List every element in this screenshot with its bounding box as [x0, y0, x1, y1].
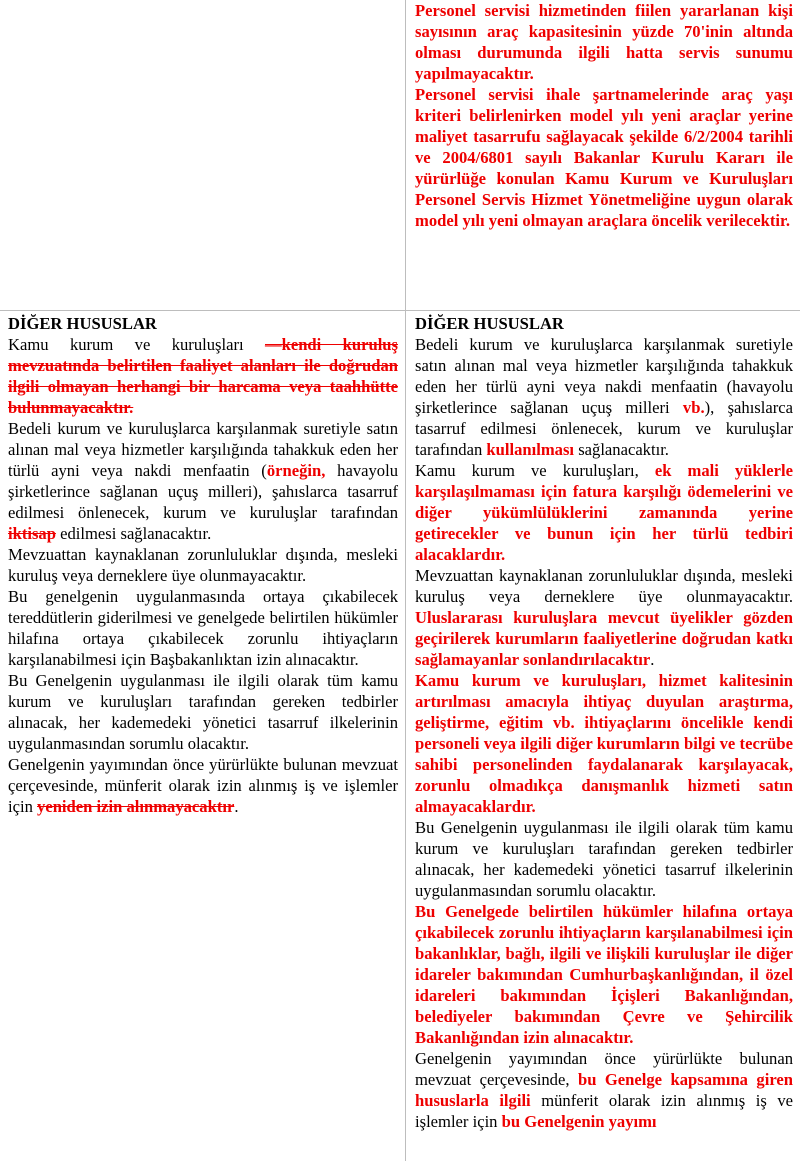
new-paragraph-7: Genelgenin yayımından önce yürürlükte bulunan mevzuat çerçevesinde, bu Genelge kapsamına giren hususlarla ilgili münferit olarak izin alınmış iş ve işlemler için bu Genelgenin yayımı: [415, 1049, 793, 1131]
highlighted-text: ek mali yüklerle karşılaşılmaması için fatura karşılığı ödemelerini ve diğer yükümlülüklerini zamanında yerine getirecekler ve bunun için her türlü tedbiri alacaklardır.: [415, 461, 793, 564]
deleted-text: iktisap: [8, 524, 56, 543]
new-paragraph-3: Mevzuattan kaynaklanan zorunluluklar dışında, mesleki kuruluş veya derneklere üye olunmayacaktır. Uluslararası kuruluşlara mevcut üyelikler gözden geçirilerek kurumların faaliyetlerine doğrudan katkı sağlamayanlar sonlandırılacaktır.: [415, 566, 793, 669]
new-paragraph-5: Bu Genelgenin uygulanması ile ilgili olarak tüm kamu kurum ve kuruluşları tarafından gereken tedbirler alınacak, her kademedeki yönetici tasarruf ilkelerinin uygulanmasından sorumlu olacaktır.: [415, 818, 793, 900]
vehicle-age-paragraph: Personel servisi ihale şartnamelerinde araç yaşı kriteri belirlenirken model yılı yeni araçlar yerine maliyet tasarrufu sağlayacak şekilde 6/2/2004 tarihli ve 2004/6801 sayılı Bakanlar Kurulu Kararı ile yürürlüğe konulan Kamu Kurum ve Kuruluşları Personel Servis Hizmet Yönetmeliğine uygun olarak model yılı yeni olmayan araçlara öncelik verilecektir.: [415, 85, 793, 230]
highlighted-text: kullanılması: [486, 440, 575, 459]
new-text-column: [415, 313, 793, 1132]
old-text-column: [8, 313, 398, 817]
old-paragraph-1: Kamu kurum ve kuruluşları —kendi kuruluş mevzuatında belirtilen faaliyet alanları ile doğrudan ilgili olmayan herhangi bir harcama veya taahhütte bulunmayacaktır.: [8, 335, 398, 417]
row-divider: [0, 310, 800, 311]
new-paragraph-2: Kamu kurum ve kuruluşları, ek mali yüklerle karşılaşılmaması için fatura karşılığı ödemelerini ve diğer yükümlülüklerini zamanında yerine getirecekler ve bunun için her türlü tedbiri alacaklardır.: [415, 461, 793, 564]
new-paragraph-6: Bu Genelgede belirtilen hükümler hilafına ortaya çıkabilecek zorunlu ihtiyaçların karşılanabilmesi için bakanlıklar, bağlı, ilgili ve ilişkili kuruluşlar ile diğer idareler bakımından Cumhurbaşkanlığından, il özel idareleri bakımından İçişleri Bakanlığından, belediyeler bakımından Çevre ve Şehircilik Bakanlığından izin alınacaktır.: [415, 902, 793, 1047]
deleted-text: —kendi kuruluş mevzuatında belirtilen faaliyet alanları ile doğrudan ilgili olmayan herhangi bir harcama veya taahhütte bulunmayacaktır.: [8, 335, 398, 417]
old-paragraph-5: Bu Genelgenin uygulanması ile ilgili olarak tüm kamu kurum ve kuruluşları tarafından gereken tedbirler alınacak, her kademedeki yönetici tasarruf ilkelerinin uygulanmasından sorumlu olacaktır.: [8, 671, 398, 753]
old-paragraph-6: Genelgenin yayımından önce yürürlükte bulunan mevzuat çerçevesinde, münferit olarak izin alınmış iş ve işlemler için yeniden izin alınmayacaktır.: [8, 755, 398, 816]
old-paragraph-2: Bedeli kurum ve kuruluşlarca karşılanmak suretiyle satın alınan mal veya hizmetler karşılığında tahakkuk eden her türlü ayni veya nakdi menfaatin (örneğin, havayolu şirketlerince sağlanan uçuş milleri), şahıslarca tasarruf edilmesi önlenecek, kurum ve kuruluşlar tarafından iktisap edilmesi sağlanacaktır.: [8, 419, 398, 543]
new-paragraph-1: Bedeli kurum ve kuruluşlarca karşılanmak suretiyle satın alınan mal veya hizmetler karşılığında tahakkuk eden her türlü ayni veya nakdi menfaatin (havayolu şirketlerince sağlanan uçuş milleri vb.), şahıslarca tasarruf edilmesi önlenecek, kurum ve kuruluşlar tarafından kullanılması sağlanacaktır.: [415, 335, 794, 459]
column-divider: [405, 0, 406, 1161]
old-paragraph-3: Mevzuattan kaynaklanan zorunluluklar dışında, mesleki kuruluş veya derneklere üye olunmayacaktır.: [8, 545, 398, 585]
top-right-cell: [415, 0, 793, 231]
highlighted-text: örneğin,: [266, 461, 326, 480]
highlighted-text: vb.: [682, 398, 705, 417]
highlighted-text: bu Genelgenin yayımı: [501, 1112, 657, 1131]
old-paragraph-4: Bu genelgenin uygulanmasında ortaya çıkabilecek tereddütlerin giderilmesi ve genelgede belirtilen hükümler hilafına ortaya çıkabilecek zorunlu ihtiyaçların karşılanabilmesi için Başbakanlıktan izin alınacaktır.: [8, 587, 398, 669]
service-capacity-paragraph: Personel servisi hizmetinden fiilen yararlanan kişi sayısının araç kapasitesinin yüzde 70'inin altında olması durumunda ilgili hatta servis sunumu yapılmayacaktır.: [415, 1, 793, 83]
section-heading-old: DİĞER HUSUSLAR: [8, 314, 157, 333]
highlighted-text: bu Genelge kapsamına giren hususlarla ilgili: [415, 1070, 793, 1110]
deleted-text: yeniden izin alınmayacaktır: [37, 797, 235, 816]
highlighted-text: Uluslararası kuruluşlara mevcut üyelikler gözden geçirilerek kurumların faaliyetlerine doğrudan katkı sağlamayanlar sonlandırılacaktır: [415, 608, 793, 669]
section-heading-new: DİĞER HUSUSLAR: [415, 314, 564, 333]
new-paragraph-4: Kamu kurum ve kuruluşları, hizmet kalitesinin artırılması amacıyla ihtiyaç duyulan araştırma, geliştirme, eğitim vb. ihtiyaçlarını öncelikle kendi personeli veya ilgili diğer kurumların bilgi ve tecrübe sahibi personelinden faydalanarak karşılayacak, zorunlu olmadıkça danışmanlık hizmeti satın almayacaklardır.: [415, 671, 793, 816]
